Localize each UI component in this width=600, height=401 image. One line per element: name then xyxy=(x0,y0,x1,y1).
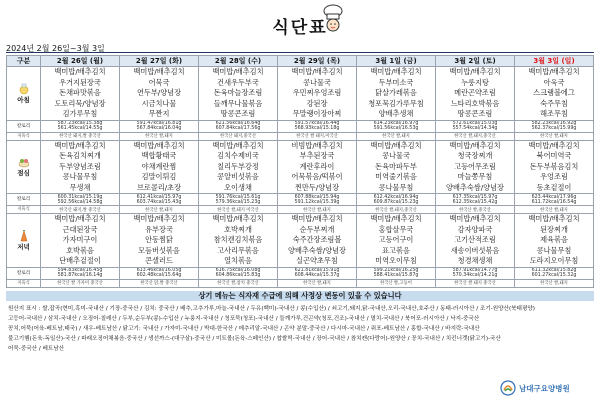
origin-line: 꽁치,어묵(어육-베트남,태국) / 새우-베트남산 / 닭고기: 국내산 / 가자미-국내산 / 박대-한국산 / 메추리알-국내산 / 곤약 분말-중국산 / 다시마-국내산 / 쥐포-베트남산 / 홍합-국내산 / 바지락-국내산 xyxy=(8,326,480,332)
dinner-icon xyxy=(18,230,30,242)
dish-cell xyxy=(41,67,120,121)
origin-line: 고등어-국내산 / 삼치-국내산 / 오징어-칠레산 / 두부,순두부(콩)-수입산 / 누룽지-국내산 / 청포묵(청포)-국내산 / 들깨가루,건곤약(청포,건조)-국내산 / 멸치-국내산 / 북어포-러시아산 / 낙지-중국산 xyxy=(8,316,480,322)
nutrition-value: 612.41kcal/15.97g xyxy=(136,194,182,200)
day-header: 3월 2일 (토) xyxy=(436,56,515,67)
dish-item: 어묵국 xyxy=(148,77,170,87)
dish-cell xyxy=(357,214,436,268)
menu-table xyxy=(6,55,594,288)
dish-item: 감자양파국 xyxy=(457,224,493,234)
page-header xyxy=(0,0,600,44)
calorie-label: 칼로리 xyxy=(7,267,41,279)
dish-item: 백미밥/배추김치 xyxy=(291,67,343,76)
nutrition-value: 614.23kcal/16.97g xyxy=(373,121,419,126)
origin-cell: 한국산 쌀,고등어 xyxy=(357,279,436,287)
dish-item: 미역오이무침 xyxy=(375,256,417,265)
origin-row xyxy=(7,279,594,287)
dish-item: 들깨무나물볶음 xyxy=(213,98,263,108)
dish-item: 백미밥/배추김치 xyxy=(449,214,501,223)
calorie-label: 칼로리 xyxy=(7,194,41,206)
nutrition-cell xyxy=(515,267,594,279)
day-header-sunday: 3월 3일 (일) xyxy=(515,56,594,67)
nutrition-value: 591.47kcal/16.81g xyxy=(136,121,182,126)
origin-cell: 한국산 쌀,돼지 xyxy=(357,132,436,140)
dish-item: 김가루무침 xyxy=(62,109,98,118)
gubun-header: 구분 xyxy=(7,56,41,67)
dish-cell xyxy=(357,67,436,121)
dish-cell xyxy=(515,214,594,268)
dish-item: 새송이버섯볶음 xyxy=(450,245,500,255)
origin-cell: 한국산 쌀,돼지,중국산 xyxy=(357,206,436,214)
nutrition-cell xyxy=(199,194,278,206)
dish-item: 우민찌우엉조림 xyxy=(292,88,342,97)
origin-label: 지육식 xyxy=(7,279,41,287)
origin-row xyxy=(7,132,594,140)
day-header: 2월 28일 (수) xyxy=(199,56,278,67)
nutrition-value: 557.54kcal/14.34g xyxy=(452,126,498,131)
dish-item: 양배추숙쌈/양념장 xyxy=(446,182,504,192)
meal-label: 저녁 xyxy=(17,242,30,251)
dish-item: 칠리두부강정 xyxy=(217,161,259,171)
meal-label-cell xyxy=(7,214,41,268)
meal-label: 아침 xyxy=(17,95,30,104)
dish-item: 된장찌개 xyxy=(540,224,568,234)
dish-cell xyxy=(515,67,594,121)
origin-cell: 한국산 쌀,돼지 xyxy=(278,279,357,287)
origin-label: 지육식 xyxy=(7,206,41,214)
nutrition-value: 568.93kcal/15.18g xyxy=(294,126,340,131)
dish-item: 연두부/양념장 xyxy=(136,88,182,97)
dish-cell xyxy=(120,214,199,268)
dish-item: 무말랭이장아찌 xyxy=(292,109,342,118)
dish-row xyxy=(7,67,594,121)
dish-item: 안동찜닭 xyxy=(145,235,173,244)
dish-item: 양배추생채 xyxy=(378,109,414,118)
hospital-logo xyxy=(500,380,570,396)
dish-cell xyxy=(41,140,120,194)
dish-cell xyxy=(436,214,515,268)
nutrition-cell xyxy=(278,267,357,279)
dish-cell xyxy=(199,140,278,194)
dish-cell xyxy=(120,67,199,121)
nutrition-value: 599.21kcal/16.25g xyxy=(373,268,419,273)
dish-item: 야채계란찜 xyxy=(141,161,177,171)
day-header-row xyxy=(7,56,594,67)
dish-item: 브로콜리/초장 xyxy=(136,182,182,192)
nutrition-row xyxy=(7,267,594,279)
hospital-logo-icon xyxy=(500,380,516,396)
dish-item: 청경채생채 xyxy=(457,256,493,265)
dish-item: 콩나물무침 xyxy=(378,182,414,192)
nutrition-cell xyxy=(357,194,436,206)
nutrition-value: 607.88kcal/15.94g xyxy=(294,194,340,200)
dish-item: 콩나물무침 xyxy=(536,245,572,255)
nutrition-cell xyxy=(120,194,199,206)
origin-cell: 한국산 쌀,돼지 xyxy=(120,132,199,140)
dish-item: 돈채파맛볶음 xyxy=(59,88,101,97)
dish-item: 돈육마파두부 xyxy=(375,161,417,171)
dish-item: 돈육마늘장조림 xyxy=(213,88,263,97)
dish-item: 호박찌개 xyxy=(224,224,252,234)
origin-line: 원산지 표시 : 쌀,잡곡(현미,흑미-국내산 / 기장-중국산 / 김치: 중국산 / 배추,고추가루,마늘-국내산 / 두유(백미)-국내산 / 콩(수입산) / 쇠고기,돼지,닭-국내산,오리-국내산,호주산 / 동태-러시아산 / 조기-원양산(북태평양) xyxy=(8,306,535,312)
dish-item: 백미밥/배추김치 xyxy=(370,140,422,150)
origin-cell: 한국산 닭,쌀 중국산 xyxy=(120,279,199,287)
dish-item: 고기산적조림 xyxy=(454,235,496,244)
dish-cell xyxy=(357,140,436,194)
origin-cell: 한국산 쌀 돼지,미국산 xyxy=(278,132,357,140)
nutrition-value: 591.57kcal/16.44g xyxy=(294,121,340,126)
dish-item: 고등어무조림 xyxy=(454,161,496,171)
page-title: 식단표 xyxy=(272,18,328,38)
nutrition-cell xyxy=(199,120,278,132)
dish-item: 제육볶음 xyxy=(540,235,568,244)
dish-cell xyxy=(278,214,357,268)
dish-item: 백미밥/배추김치 xyxy=(291,214,343,223)
nutrition-cell xyxy=(436,194,515,206)
nutrition-cell xyxy=(278,120,357,132)
notice-banner: 상기 메뉴는 식자재 수급에 의해 사정상 변동이 있을 수 있습니다 xyxy=(6,291,594,301)
dish-item: 우엉조림 xyxy=(540,172,568,181)
dish-item: 부추된장국 xyxy=(299,151,335,160)
nutrition-cell xyxy=(41,194,120,206)
origin-cell: 한국산 쌀 가자미 중국산 xyxy=(41,279,120,287)
origin-cell: 한국산 쌀,돼지 xyxy=(515,206,594,214)
dish-item: 단배추겉절이 xyxy=(59,256,101,265)
nutrition-row xyxy=(7,120,594,132)
nutrition-value: 561.45kcal/14.55g xyxy=(57,126,103,131)
nutrition-value: 623.44kcal/17.96g xyxy=(531,194,577,200)
dish-item: 청국장찌개 xyxy=(457,151,493,160)
dish-item: 백미밥/배추김치 xyxy=(212,214,264,223)
dish-item: 백미밥/배추김치 xyxy=(449,140,501,150)
origin-cell: 한국산 쌀,참치 중국산 xyxy=(199,279,278,287)
dish-item: 도라지오이무침 xyxy=(529,256,579,265)
dish-cell xyxy=(41,214,120,268)
nutrition-value: 616.75kcal/16.08g xyxy=(215,268,261,273)
nutrition-value: 587.23kcal/15.38g xyxy=(57,121,103,126)
dish-item: 미역줄기볶음 xyxy=(375,172,417,181)
origin-row xyxy=(7,206,594,214)
meal-label-cell xyxy=(7,140,41,194)
nutrition-value: 611.32kcal/15.82g xyxy=(531,268,577,273)
dish-item: 김말이튀김 xyxy=(141,172,177,181)
dish-item: 무생채 xyxy=(69,182,91,192)
dish-item: 찐만두/양념장 xyxy=(294,182,340,192)
nutrition-cell xyxy=(41,120,120,132)
dish-cell xyxy=(199,214,278,268)
origin-info xyxy=(8,304,593,354)
dish-item: 돈육김치찌개 xyxy=(59,151,101,160)
dish-item: 고사리무볶음 xyxy=(217,245,259,255)
dish-item: 김치수제비국 xyxy=(217,151,259,160)
nutrition-value: 572.61kcal/15.03g xyxy=(452,121,498,126)
nutrition-value: 579.36kcal/15.23g xyxy=(215,199,261,205)
dish-item: 콩알비섯볶음 xyxy=(217,172,259,181)
dish-item: 콩나물국 xyxy=(303,77,331,87)
dish-item: 백미밥/배추김치 xyxy=(370,214,422,223)
nutrition-value: 562.37kcal/15.99g xyxy=(531,126,577,131)
nutrition-cell xyxy=(515,194,594,206)
nutrition-value: 608.44kcal/15.37g xyxy=(294,273,340,278)
dish-item: 유부장국 xyxy=(145,224,173,234)
dish-item: 실곤약초무침 xyxy=(296,256,338,265)
dish-item: 순두부찌개 xyxy=(299,224,335,234)
dish-item: 백미밥/배추김치 xyxy=(370,67,422,76)
dish-row xyxy=(7,140,594,194)
origin-cell: 한국산 돼지,중국산 xyxy=(199,132,278,140)
dish-item: 북어미역국 xyxy=(536,151,572,160)
nutrition-cell xyxy=(41,267,120,279)
nutrition-value: 603.74kcal/15.43g xyxy=(136,199,182,205)
nutrition-cell xyxy=(357,267,436,279)
dish-item: 백미밥/배추김치 xyxy=(212,67,264,76)
dish-item: 계란후라이 xyxy=(299,161,335,171)
day-header: 3월 1일 (금) xyxy=(357,56,436,67)
nutrition-value: 607.84kcal/17.56g xyxy=(215,126,261,131)
dish-item: 해조무침 xyxy=(540,109,568,118)
day-header: 2월 27일 (화) xyxy=(120,56,199,67)
dish-cell xyxy=(436,140,515,194)
dish-item: 마늘쫑무침 xyxy=(457,172,493,181)
nutrition-value: 609.87kcal/15.23g xyxy=(373,199,419,205)
dish-item: 백미밥/배추김치 xyxy=(54,140,106,150)
day-header: 2월 29일 (목) xyxy=(278,56,357,67)
day-header: 2월 26일 (월) xyxy=(41,56,120,67)
dish-item: 백미밥/배추김치 xyxy=(133,67,185,76)
dish-item: 비빔밥/배추김치 xyxy=(291,140,343,150)
dish-item: 누룽지탕 xyxy=(461,77,489,87)
calorie-label: 칼로리 xyxy=(7,120,41,132)
origin-cell: 한국산 쌀 돼지 중국산 xyxy=(436,279,515,287)
nutrition-cell xyxy=(120,120,199,132)
dish-item: 고등어구이 xyxy=(378,235,414,244)
nutrition-value: 621.56kcal/16.64g xyxy=(215,121,261,126)
nutrition-value: 612.42kcal/16.94g xyxy=(373,194,419,200)
origin-label: 지육식 xyxy=(7,132,41,140)
dish-item: 콘샐러드 xyxy=(145,256,173,265)
origin-line: 어묵-중국산 / 베트남산 xyxy=(8,346,65,352)
nutrition-value: 594.83kcal/16.45g xyxy=(57,268,103,273)
dish-item: 돈두부볶음김치 xyxy=(529,161,579,171)
dish-item: 시금치나물 xyxy=(141,98,177,108)
dish-item: 백미밥/배추김치 xyxy=(54,214,106,223)
nutrition-value: 612.35kcal/15.42g xyxy=(452,199,498,205)
nutrition-cell xyxy=(436,267,515,279)
nutrition-value: 591.56kcal/16.53g xyxy=(373,126,419,131)
dish-item: 백미밥/배추김치 xyxy=(54,67,106,76)
dish-item: 모듬버섯볶음 xyxy=(138,245,180,255)
dish-item: 땅콩콘조림 xyxy=(220,109,256,118)
dish-item: 콩나물국 xyxy=(382,151,410,160)
nutrition-value: 570.34kcal/14.21g xyxy=(452,273,498,278)
origin-line: 불고기햄(돈육-독일산)-국산 / 파래오징어채볶음-중국산 / 생선까스-(대구살)-중국산 / 미트볼(돈육-스페인산) / 찹쌀떡-국내산 / 장어-국내산 / 참치캔(다랑어)-원양산 / 꽁치-국내산 / 치킨너겟(닭고기)-국산 xyxy=(8,336,501,342)
dish-cell xyxy=(120,140,199,194)
dish-item: 양배추숙쌈/양념장 xyxy=(288,245,346,255)
dish-item: 두부미소국 xyxy=(378,77,414,87)
dish-item: 가자미구이 xyxy=(62,235,98,244)
origin-cell: 한국산 쌀,돼지 미국산 xyxy=(199,206,278,214)
dish-item: 강된장 xyxy=(306,98,328,108)
dish-item: 백미밥/배추김치 xyxy=(449,67,501,76)
dish-item: 참치캔김치볶음 xyxy=(213,235,263,244)
nutrition-value: 613.46kcal/16.05g xyxy=(136,268,182,273)
origin-cell: 한국산 쌀,돼지 xyxy=(278,206,357,214)
breakfast-icon xyxy=(18,83,30,95)
nutrition-value: 617.35kcal/15.97g xyxy=(452,194,498,200)
dish-cell xyxy=(278,140,357,194)
dish-item: 백미밥/배추김치 xyxy=(528,214,580,223)
dish-item: 스크램블에그 xyxy=(533,88,575,97)
dish-item: 숙주간장조림볼 xyxy=(292,235,342,244)
nutrition-cell xyxy=(357,120,436,132)
dish-item: 동초겉절이 xyxy=(536,182,572,192)
dish-item: 백미밥/배추김치 xyxy=(212,140,264,150)
nutrition-value: 588.41kcal/15.87g xyxy=(373,273,419,278)
dish-item: 무짠지 xyxy=(148,109,170,118)
dish-item: 호박볶음 xyxy=(66,245,94,255)
nutrition-cell xyxy=(436,120,515,132)
origin-cell: 한국산 쌀,돼지,중국산 xyxy=(436,132,515,140)
dish-item: 오이생채 xyxy=(224,182,252,192)
dish-cell xyxy=(436,67,515,121)
nutrition-value: 602.48kcal/15.64g xyxy=(136,273,182,278)
nutrition-value: 604.86kcal/15.83g xyxy=(215,273,261,278)
origin-cell: 한국산 쌀,중국산 xyxy=(436,206,515,214)
dish-cell xyxy=(515,140,594,194)
nutrition-value: 621.81kcal/15.91g xyxy=(294,268,340,273)
dish-item: 땅콩콘조림 xyxy=(457,109,493,118)
hospital-name: 남대구요양병원 xyxy=(519,383,570,393)
dish-item: 도토리묵/양념장 xyxy=(54,98,106,108)
nutrition-value: 592.56kcal/14.58g xyxy=(57,199,103,205)
origin-cell: 한국산 쌀,돼지 xyxy=(515,132,594,140)
dish-item: 백미밥/배추김치 xyxy=(133,214,185,223)
nutrition-value: 582.23kcal/16.92g xyxy=(531,121,577,126)
dish-row xyxy=(7,214,594,268)
origin-cell: 한국산 돼지,쌀 중국산 xyxy=(41,132,120,140)
dish-item: 건새우두부국 xyxy=(217,77,259,87)
nutrition-cell xyxy=(515,120,594,132)
dish-item: 느타리호박볶음 xyxy=(450,98,500,108)
nutrition-value: 611.72kcal/16.54g xyxy=(531,199,577,205)
dish-item: 표고볶음 xyxy=(382,245,410,255)
dish-item: 청포묵김가루무침 xyxy=(368,98,424,108)
nutrition-value: 567.84kcal/16.04g xyxy=(136,126,182,131)
nutrition-cell xyxy=(278,194,357,206)
header-divider xyxy=(6,52,594,53)
nutrition-value: 581.87kcal/16.14g xyxy=(57,273,103,278)
dish-item: 열치볶음 xyxy=(224,256,252,265)
dish-item: 닭살가레볶음 xyxy=(375,88,417,97)
lunch-icon xyxy=(18,156,30,168)
dish-item: 백미밥/배추김치 xyxy=(133,140,185,150)
nutrition-row xyxy=(7,194,594,206)
date-range: 2024년 2월 26일~3월 3일 xyxy=(6,44,105,53)
origin-cell: 한국산 돼지,쌀 중국산 xyxy=(41,206,120,214)
nutrition-value: 587.91kcal/14.77g xyxy=(452,268,498,273)
dish-item: 아욱국 xyxy=(543,77,565,87)
nutrition-cell xyxy=(120,267,199,279)
dish-item: 두부양념조림 xyxy=(59,161,101,171)
dish-cell xyxy=(278,67,357,121)
dish-item: 어묵볶음/떡볶이 xyxy=(291,172,343,181)
dish-item: 백합황태국 xyxy=(141,151,177,160)
nutrition-value: 600.31kcal/15.19g xyxy=(57,194,103,200)
origin-cell: 한국산 쌀,돼지 xyxy=(120,206,199,214)
dish-item: 우거지된장국 xyxy=(59,77,101,87)
dish-item: 근대된장국 xyxy=(62,224,98,234)
nutrition-value: 591.76kcal/15.61g xyxy=(215,194,261,200)
dish-item: 숙주무침 xyxy=(540,98,568,108)
dish-item: 백미밥/배추김치 xyxy=(528,67,580,76)
nutrition-cell xyxy=(199,267,278,279)
nutrition-value: 601.27kcal/15.32g xyxy=(531,273,577,278)
origin-cell: 한국산 쌀,돼지 xyxy=(515,279,594,287)
dish-item: 백미밥/배추김치 xyxy=(528,140,580,150)
dish-item: 메란곤약조림 xyxy=(454,88,496,97)
dish-item: 콩나물무침 xyxy=(62,172,98,181)
nutrition-value: 591.12kcal/15.39g xyxy=(294,199,340,205)
meal-label-cell xyxy=(7,67,41,121)
meal-label: 점심 xyxy=(17,169,30,178)
dish-cell xyxy=(199,67,278,121)
dish-item: 홍합살무국 xyxy=(378,224,414,234)
